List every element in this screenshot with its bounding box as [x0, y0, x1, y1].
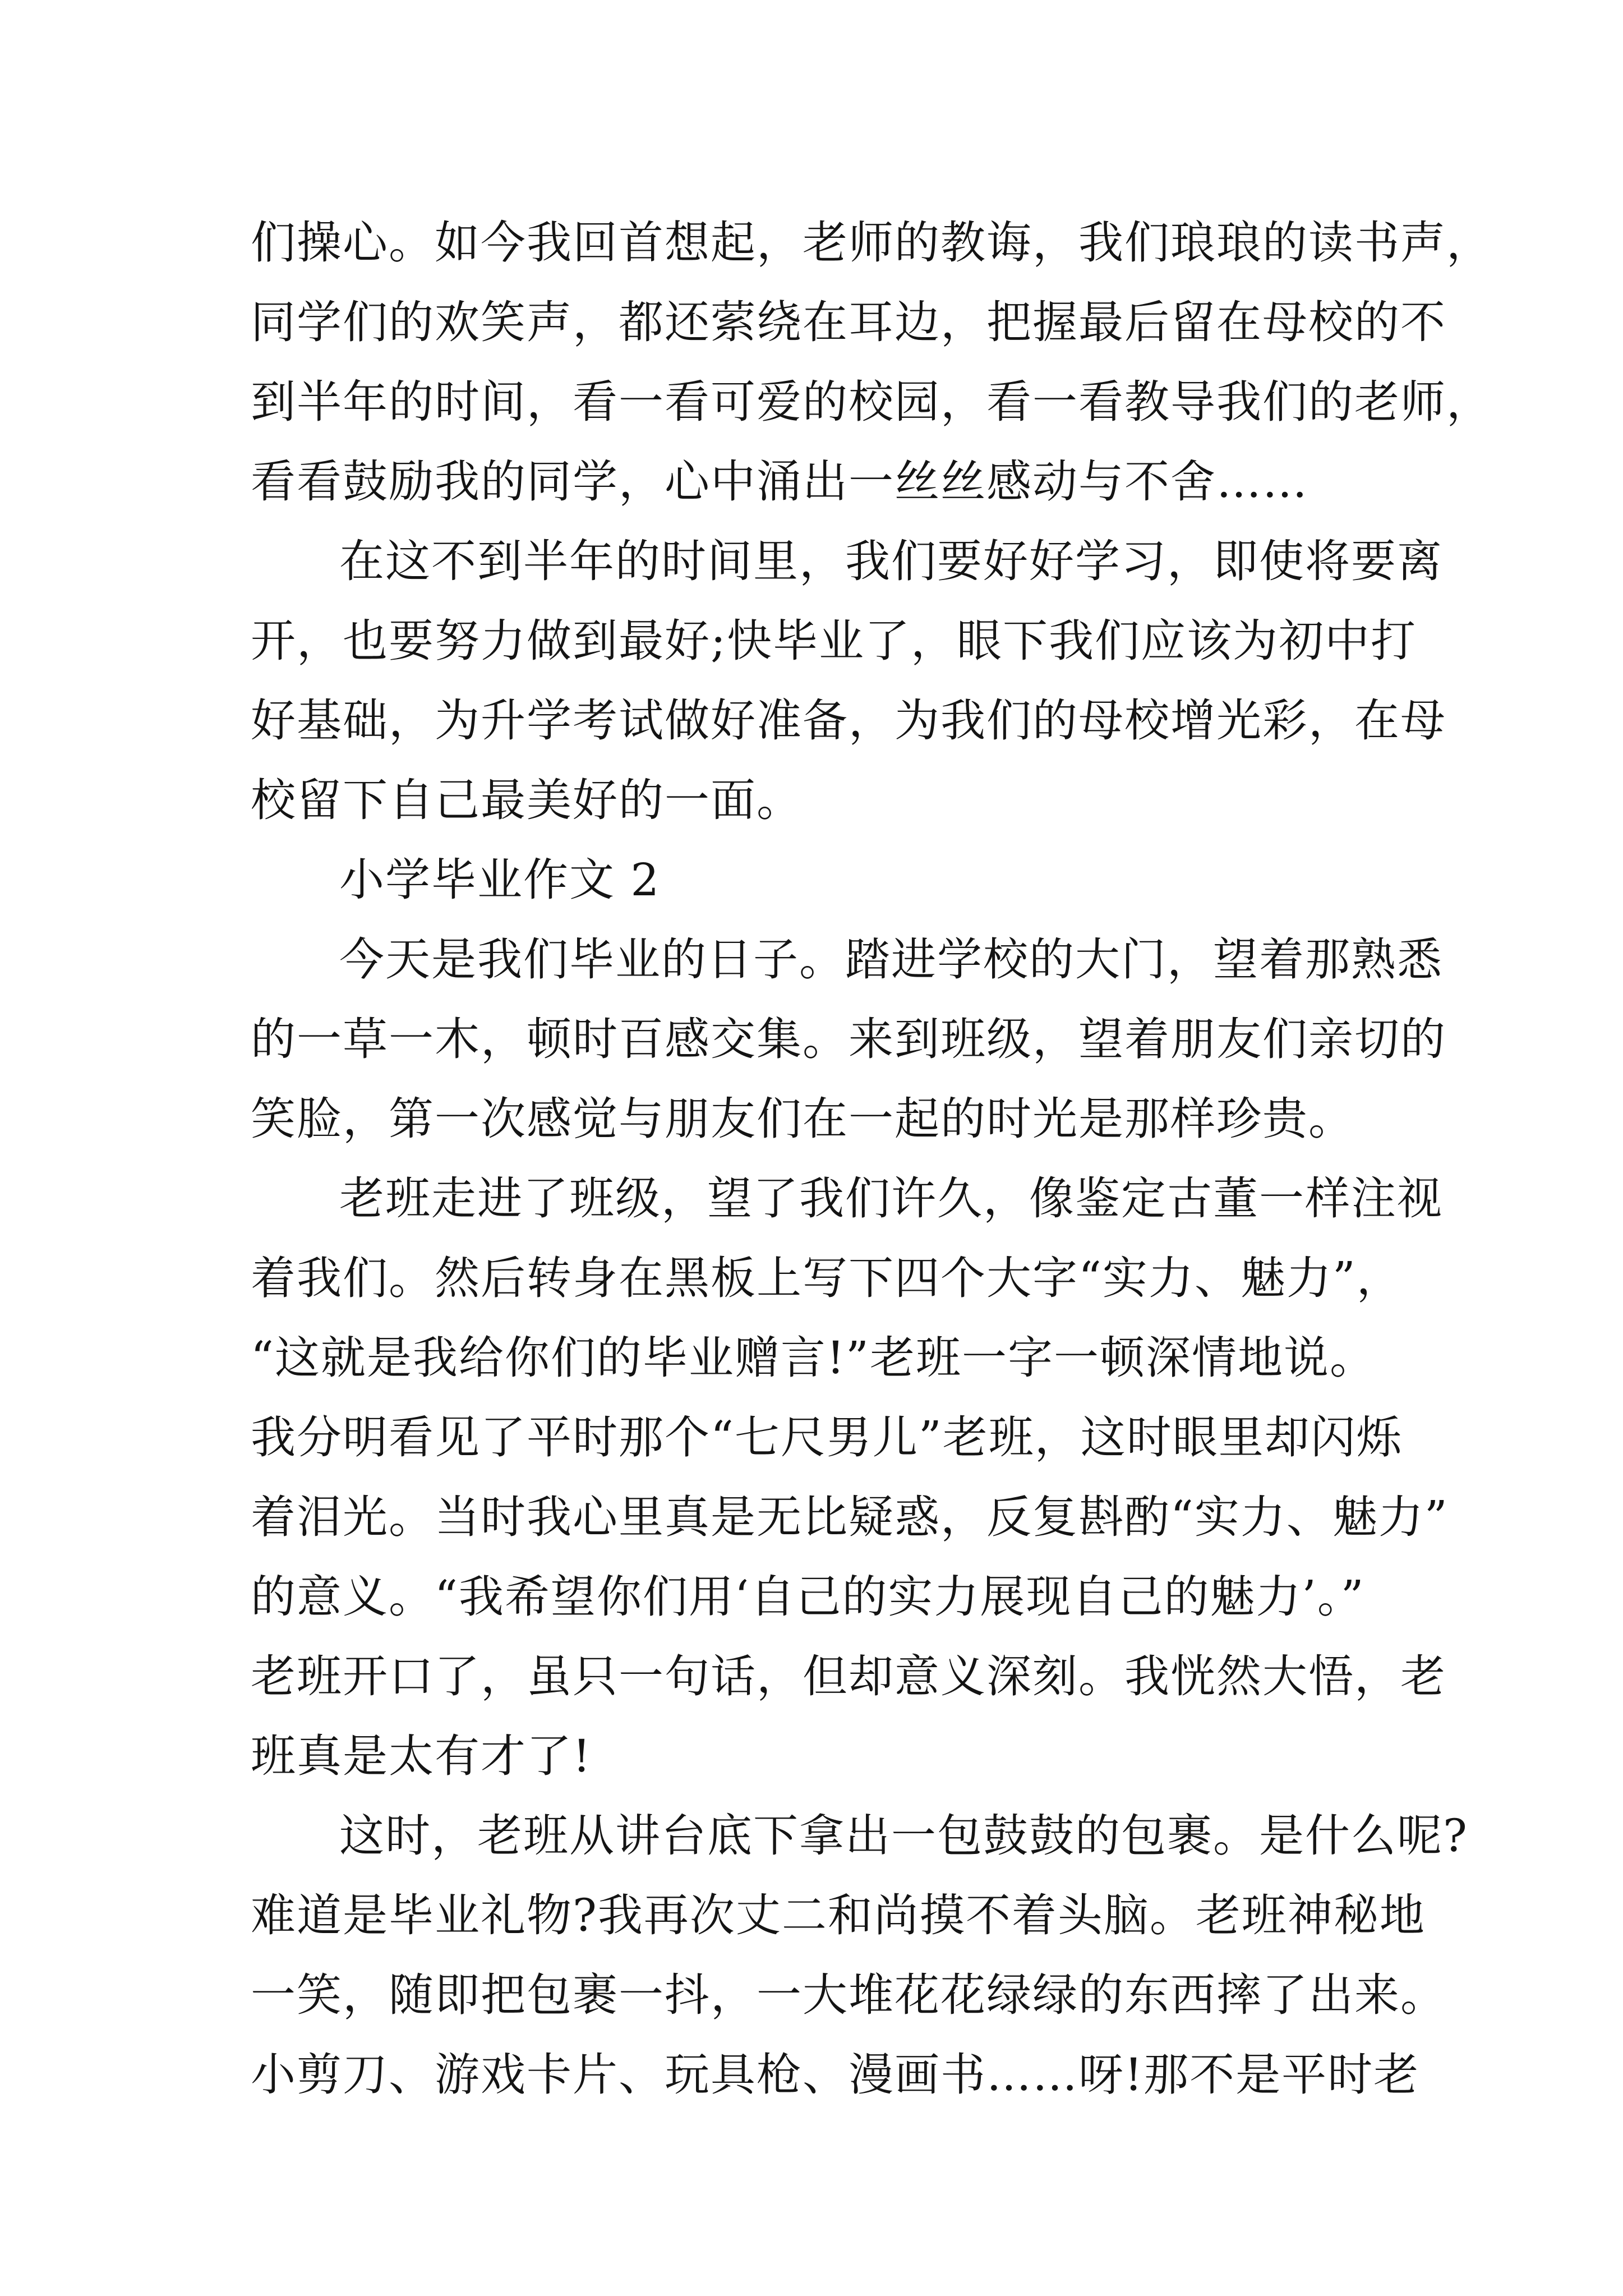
- text-line: 笑脸，第一次感觉与朋友们在一起的时光是那样珍贵。: [251, 1093, 1354, 1145]
- text-line: 校留下自己最美好的一面。: [251, 774, 803, 826]
- text-line: 看看鼓励我的同学，心中涌出一丝丝感动与不舍……: [251, 455, 1308, 508]
- text-line: 着我们。然后转身在黑板上写下四个大字“实力、魅力”，: [251, 1252, 1403, 1304]
- section-heading: 小学毕业作文 2: [339, 854, 661, 906]
- text-line: 好基础，为升学考试做好准备，为我们的母校增光彩，在母: [251, 694, 1446, 747]
- text-line: 着泪光。当时我心里真是无比疑惑，反复斟酌“实力、魅力”: [251, 1491, 1449, 1543]
- text-line: 开，也要努力做到最好;快毕业了，眼下我们应该为初中打: [251, 615, 1417, 667]
- text-line: 今天是我们毕业的日子。踏进学校的大门，望着那熟悉: [339, 933, 1443, 986]
- document-body: [251, 203, 1492, 2115]
- text-line: 的一草一木，顿时百感交集。来到班级，望着朋友们亲切的: [251, 1013, 1446, 1065]
- text-line: 难道是毕业礼物?我再次丈二和尚摸不着头脑。老班神秘地: [251, 1889, 1426, 1941]
- text-line: 老班开口了，虽只一句话，但却意义深刻。我恍然大悟，老: [251, 1650, 1446, 1703]
- text-line: 班真是太有才了!: [251, 1730, 592, 1782]
- text-line: 同学们的欢笑声，都还萦绕在耳边，把握最后留在母校的不: [251, 296, 1446, 348]
- text-line: “这就是我给你们的毕业赠言!”老班一字一顿深情地说。: [251, 1332, 1376, 1384]
- text-line: 们操心。如今我回首想起，老师的教诲，我们琅琅的读书声，: [251, 217, 1492, 269]
- text-line: 我分明看见了平时那个“七尺男儿”老班，这时眼里却闪烁: [251, 1411, 1403, 1464]
- text-line: 的意义。“我希望你们用‘自己的实力展现自己的魅力’。”: [251, 1571, 1365, 1623]
- text-line: 小剪刀、游戏卡片、玩具枪、漫画书……呀!那不是平时老: [251, 2049, 1420, 2101]
- text-line: 到半年的时间，看一看可爱的校园，看一看教导我们的老师，: [251, 376, 1492, 428]
- text-line: 一笑，随即把包裹一抖，一大堆花花绿绿的东西摔了出来。: [251, 1969, 1446, 2021]
- text-line: 在这不到半年的时间里，我们要好好学习，即使将要离: [339, 535, 1443, 587]
- text-line: 这时，老班从讲台底下拿出一包鼓鼓的包裹。是什么呢?: [339, 1810, 1468, 1862]
- text-line: 老班走进了班级，望了我们许久，像鉴定古董一样注视: [339, 1172, 1443, 1225]
